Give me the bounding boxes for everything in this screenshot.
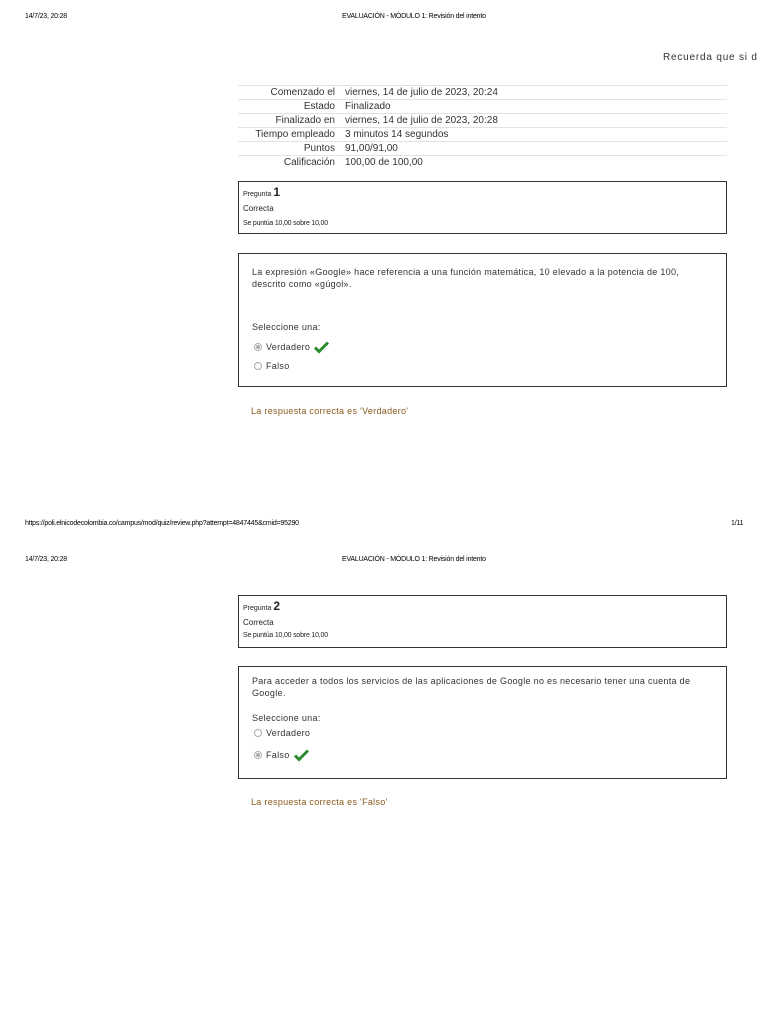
summary-row bbox=[238, 156, 727, 170]
question-number-value: 1 bbox=[273, 185, 281, 199]
option-verdadero[interactable] bbox=[254, 728, 310, 738]
summary-label: Estado bbox=[303, 101, 335, 112]
correct-check-icon bbox=[314, 341, 329, 353]
summary-value: viernes, 14 de julio de 2023, 20:24 bbox=[345, 87, 498, 98]
print-date: 14/7/23, 20:28 bbox=[25, 556, 67, 563]
summary-label: Finalizado en bbox=[275, 115, 335, 126]
print-page-number: 1/11 bbox=[731, 520, 744, 527]
question-word: Pregunta bbox=[243, 605, 272, 612]
question-grade: Se puntúa 10,00 sobre 10,00 bbox=[243, 220, 328, 227]
print-url: https://poli.elnicodecolombia.co/campus/mod/quiz/review.php?attempt=4847445&cmid=95290 bbox=[25, 520, 299, 527]
summary-value: 3 minutos 14 segundos bbox=[345, 129, 449, 140]
summary-row bbox=[238, 114, 727, 128]
summary-value: 100,00 de 100,00 bbox=[345, 157, 423, 168]
summary-value: viernes, 14 de julio de 2023, 20:28 bbox=[345, 115, 498, 126]
option-verdadero[interactable] bbox=[254, 341, 329, 353]
question-grade: Se puntúa 10,00 sobre 10,00 bbox=[243, 632, 328, 639]
radio-selected-icon[interactable] bbox=[254, 751, 262, 759]
option-label: Verdadero bbox=[266, 728, 311, 738]
question-number bbox=[243, 185, 280, 199]
summary-label: Calificación bbox=[283, 157, 335, 168]
question-state: Correcta bbox=[243, 204, 274, 213]
option-falso[interactable] bbox=[254, 361, 290, 371]
radio-icon[interactable] bbox=[254, 362, 262, 370]
correct-answer: La respuesta correcta es 'Falso' bbox=[251, 797, 388, 807]
correct-check-icon bbox=[294, 749, 309, 761]
option-label: Falso bbox=[266, 361, 290, 371]
question-word: Pregunta bbox=[243, 191, 272, 198]
summary-row bbox=[238, 128, 727, 142]
question-number bbox=[243, 599, 280, 613]
summary-value: Finalizado bbox=[345, 101, 391, 112]
summary-row bbox=[238, 100, 727, 114]
summary-label: Comenzado el bbox=[270, 87, 335, 98]
question-state: Correcta bbox=[243, 618, 274, 627]
radio-selected-icon[interactable] bbox=[254, 343, 262, 351]
question-info-2 bbox=[238, 595, 727, 648]
print-title: EVALUACIÓN - MÓDULO 1: Revisión del intento bbox=[342, 556, 486, 563]
summary-row bbox=[238, 142, 727, 156]
question-text: La expresión «Google» hace referencia a una función matemática, 10 elevado a la potencia de 100, descrito como «gúgol». bbox=[252, 267, 680, 289]
question-text: Para acceder a todos los servicios de las aplicaciones de Google no es necesario tener una cuenta de Google. bbox=[252, 676, 691, 698]
print-date: 14/7/23, 20:28 bbox=[25, 13, 67, 20]
select-prompt: Seleccione una: bbox=[252, 322, 321, 332]
option-label: Falso bbox=[266, 750, 290, 760]
summary-row bbox=[238, 86, 727, 100]
summary-value: 91,00/91,00 bbox=[345, 143, 398, 154]
question-content-2 bbox=[238, 666, 727, 779]
summary-label: Puntos bbox=[303, 143, 335, 154]
option-label: Verdadero bbox=[266, 342, 311, 352]
select-prompt: Seleccione una: bbox=[252, 713, 321, 723]
radio-icon[interactable] bbox=[254, 729, 262, 737]
attempt-summary-table bbox=[238, 85, 727, 169]
option-falso[interactable] bbox=[254, 749, 309, 761]
question-number-value: 2 bbox=[273, 599, 281, 613]
print-title: EVALUACIÓN - MÓDULO 1: Revisión del intento bbox=[342, 13, 486, 20]
question-content-1 bbox=[238, 253, 727, 387]
summary-label: Tiempo empleado bbox=[255, 129, 335, 140]
question-info-1 bbox=[238, 181, 727, 234]
correct-answer: La respuesta correcta es 'Verdadero' bbox=[251, 406, 409, 416]
notice-text: Recuerda que si d bbox=[663, 52, 758, 63]
